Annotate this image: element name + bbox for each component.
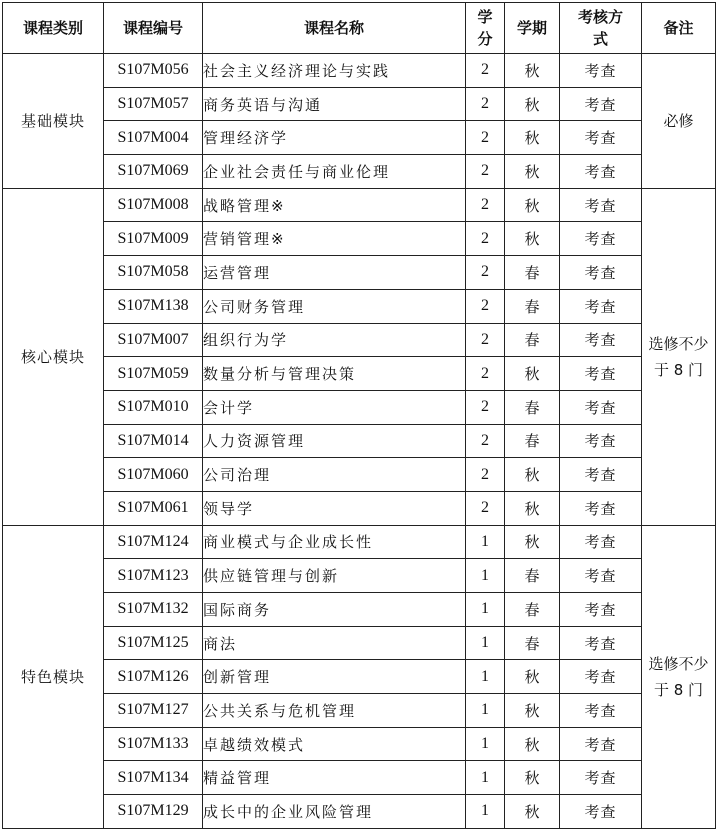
course-code-cell: S107M014 (104, 424, 203, 458)
course-name-cell: 企业社会责任与商业伦理 (203, 155, 466, 189)
credit-cell: 2 (466, 289, 505, 323)
exam-cell: 考查 (560, 54, 642, 88)
credit-cell: 2 (466, 256, 505, 290)
table-row (3, 593, 716, 627)
course-name-cell: 战略管理※ (203, 188, 466, 222)
course-code-cell: S107M058 (104, 256, 203, 290)
term-cell: 春 (505, 323, 560, 357)
exam-cell: 考查 (560, 559, 642, 593)
course-code-cell: S107M134 (104, 761, 203, 795)
credit-cell: 2 (466, 54, 505, 88)
credit-cell: 2 (466, 357, 505, 391)
exam-cell: 考查 (560, 626, 642, 660)
note-cell: 必修 (642, 54, 716, 189)
course-name-cell: 运营管理 (203, 256, 466, 290)
course-code-cell: S107M132 (104, 593, 203, 627)
credit-cell: 2 (466, 424, 505, 458)
table-row (3, 390, 716, 424)
course-name-cell: 商法 (203, 626, 466, 660)
term-cell: 秋 (505, 694, 560, 728)
exam-cell: 考查 (560, 761, 642, 795)
credit-cell: 1 (466, 525, 505, 559)
course-code-cell: S107M009 (104, 222, 203, 256)
course-code-cell: S107M056 (104, 54, 203, 88)
course-name-cell: 商业模式与企业成长性 (203, 525, 466, 559)
category-cell: 核心模块 (3, 188, 104, 525)
course-name-cell: 卓越绩效模式 (203, 727, 466, 761)
exam-cell: 考查 (560, 222, 642, 256)
exam-cell: 考查 (560, 727, 642, 761)
term-cell: 秋 (505, 188, 560, 222)
table-row (3, 54, 716, 88)
credit-cell: 2 (466, 222, 505, 256)
term-cell: 秋 (505, 458, 560, 492)
exam-cell: 考查 (560, 256, 642, 290)
credit-cell: 1 (466, 761, 505, 795)
term-cell: 秋 (505, 525, 560, 559)
exam-cell: 考查 (560, 155, 642, 189)
exam-cell: 考查 (560, 121, 642, 155)
exam-cell: 考查 (560, 795, 642, 829)
term-cell: 春 (505, 424, 560, 458)
course-name-cell: 领导学 (203, 491, 466, 525)
table-row (3, 761, 716, 795)
course-code-cell: S107M008 (104, 188, 203, 222)
term-cell: 秋 (505, 727, 560, 761)
table-row (3, 323, 716, 357)
exam-cell: 考查 (560, 525, 642, 559)
course-name-cell: 精益管理 (203, 761, 466, 795)
course-table (2, 2, 716, 829)
term-cell: 秋 (505, 491, 560, 525)
header-category: 课程类别 (3, 3, 104, 54)
course-name-cell: 商务英语与沟通 (203, 87, 466, 121)
course-code-cell: S107M059 (104, 357, 203, 391)
header-note: 备注 (642, 3, 716, 54)
credit-cell: 1 (466, 727, 505, 761)
course-code-cell: S107M069 (104, 155, 203, 189)
table-row (3, 491, 716, 525)
credit-cell: 2 (466, 390, 505, 424)
course-code-cell: S107M127 (104, 694, 203, 728)
credit-cell: 1 (466, 626, 505, 660)
course-code-cell: S107M007 (104, 323, 203, 357)
course-name-cell: 公共关系与危机管理 (203, 694, 466, 728)
credit-cell: 1 (466, 795, 505, 829)
note-cell: 选修不少于 8 门 (642, 525, 716, 828)
header-row (3, 3, 716, 54)
table-row (3, 357, 716, 391)
table-row (3, 626, 716, 660)
term-cell: 春 (505, 289, 560, 323)
course-name-cell: 组织行为学 (203, 323, 466, 357)
header-exam: 考核方式 (560, 3, 642, 54)
credit-cell: 2 (466, 87, 505, 121)
term-cell: 春 (505, 559, 560, 593)
course-code-cell: S107M123 (104, 559, 203, 593)
course-code-cell: S107M124 (104, 525, 203, 559)
exam-cell: 考查 (560, 188, 642, 222)
course-code-cell: S107M010 (104, 390, 203, 424)
table-row (3, 660, 716, 694)
exam-cell: 考查 (560, 694, 642, 728)
category-cell: 基础模块 (3, 54, 104, 189)
term-cell: 春 (505, 390, 560, 424)
term-cell: 春 (505, 626, 560, 660)
exam-cell: 考查 (560, 289, 642, 323)
term-cell: 秋 (505, 795, 560, 829)
credit-cell: 2 (466, 155, 505, 189)
table-row (3, 256, 716, 290)
term-cell: 秋 (505, 155, 560, 189)
credit-cell: 2 (466, 323, 505, 357)
course-code-cell: S107M129 (104, 795, 203, 829)
course-name-cell: 数量分析与管理决策 (203, 357, 466, 391)
table-row (3, 424, 716, 458)
table-row (3, 289, 716, 323)
exam-cell: 考查 (560, 660, 642, 694)
course-code-cell: S107M061 (104, 491, 203, 525)
header-term: 学期 (505, 3, 560, 54)
credit-cell: 2 (466, 458, 505, 492)
course-name-cell: 供应链管理与创新 (203, 559, 466, 593)
credit-cell: 2 (466, 121, 505, 155)
credit-cell: 2 (466, 491, 505, 525)
course-name-cell: 成长中的企业风险管理 (203, 795, 466, 829)
table-row (3, 795, 716, 829)
term-cell: 春 (505, 256, 560, 290)
table-row (3, 727, 716, 761)
course-name-cell: 公司财务管理 (203, 289, 466, 323)
exam-cell: 考查 (560, 323, 642, 357)
header-credit: 学分 (466, 3, 505, 54)
exam-cell: 考查 (560, 593, 642, 627)
exam-cell: 考查 (560, 458, 642, 492)
credit-cell: 1 (466, 559, 505, 593)
course-code-cell: S107M060 (104, 458, 203, 492)
table-body (3, 54, 716, 829)
course-name-cell: 人力资源管理 (203, 424, 466, 458)
table-row (3, 525, 716, 559)
table-row (3, 222, 716, 256)
term-cell: 秋 (505, 121, 560, 155)
credit-cell: 1 (466, 660, 505, 694)
term-cell: 秋 (505, 357, 560, 391)
table-row (3, 188, 716, 222)
table-row (3, 559, 716, 593)
term-cell: 秋 (505, 660, 560, 694)
course-code-cell: S107M057 (104, 87, 203, 121)
course-name-cell: 营销管理※ (203, 222, 466, 256)
table-row (3, 87, 716, 121)
term-cell: 春 (505, 593, 560, 627)
table-row (3, 458, 716, 492)
exam-cell: 考查 (560, 357, 642, 391)
table-row (3, 694, 716, 728)
term-cell: 秋 (505, 87, 560, 121)
course-name-cell: 管理经济学 (203, 121, 466, 155)
course-code-cell: S107M004 (104, 121, 203, 155)
table-header (3, 3, 716, 54)
note-cell: 选修不少于 8 门 (642, 188, 716, 525)
course-name-cell: 会计学 (203, 390, 466, 424)
course-name-cell: 社会主义经济理论与实践 (203, 54, 466, 88)
exam-cell: 考查 (560, 87, 642, 121)
exam-cell: 考查 (560, 390, 642, 424)
term-cell: 秋 (505, 54, 560, 88)
credit-cell: 1 (466, 593, 505, 627)
category-cell: 特色模块 (3, 525, 104, 828)
exam-cell: 考查 (560, 491, 642, 525)
header-code: 课程编号 (104, 3, 203, 54)
course-name-cell: 创新管理 (203, 660, 466, 694)
credit-cell: 2 (466, 188, 505, 222)
course-code-cell: S107M138 (104, 289, 203, 323)
exam-cell: 考查 (560, 424, 642, 458)
header-name: 课程名称 (203, 3, 466, 54)
term-cell: 秋 (505, 761, 560, 795)
course-name-cell: 国际商务 (203, 593, 466, 627)
term-cell: 秋 (505, 222, 560, 256)
course-code-cell: S107M126 (104, 660, 203, 694)
table-row (3, 155, 716, 189)
course-code-cell: S107M125 (104, 626, 203, 660)
credit-cell: 1 (466, 694, 505, 728)
table-row (3, 121, 716, 155)
course-code-cell: S107M133 (104, 727, 203, 761)
course-name-cell: 公司治理 (203, 458, 466, 492)
